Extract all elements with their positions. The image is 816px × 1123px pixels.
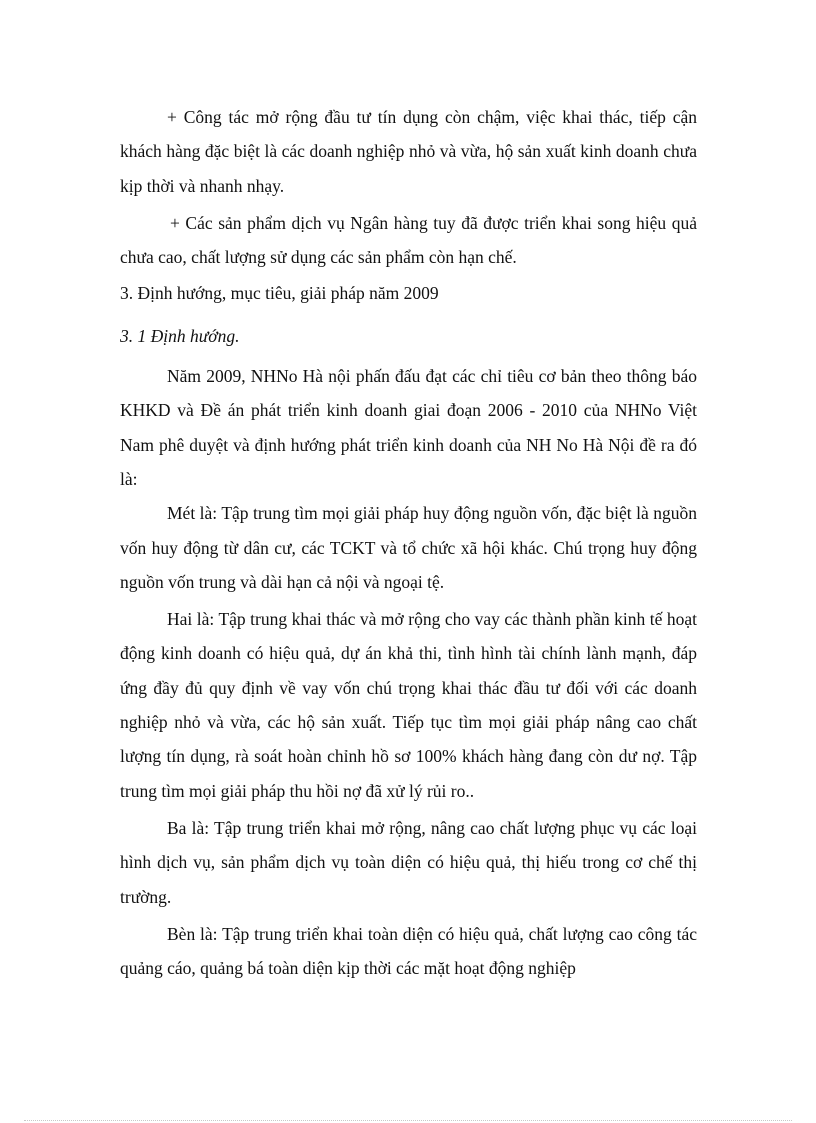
subsection-heading: 3. 1 Định hướng. xyxy=(120,325,240,346)
paragraph-credit-expansion: + Công tác mở rộng đầu tư tín dụng còn chậm, việc khai thác, tiếp cận khách hàng đặc biệt là các doanh nghiệp nhỏ và vừa, hộ sản xuất kinh doanh chưa kịp thời và nhanh nhạy. xyxy=(120,107,697,196)
section-heading: 3. Định hướng, mục tiêu, giải pháp năm 2009 xyxy=(120,283,439,304)
paragraph-point-three: Ba là: Tập trung triển khai mở rộng, nâng cao chất lượng phục vụ các loại hình dịch vụ, sản phẩm dịch vụ toàn diện có hiệu quả, thị hiếu trong cơ chế thị trường. xyxy=(120,817,697,907)
document-body xyxy=(120,100,697,985)
paragraph-banking-products: + Các sản phẩm dịch vụ Ngân hàng tuy đã được triển khai song hiệu quả chưa cao, chất lượng sử dụng các sản phẩm còn hạn chế. xyxy=(120,212,697,268)
paragraph-point-two: Hai là: Tập trung khai thác và mở rộng cho vay các thành phần kinh tế hoạt động kinh doanh có hiệu quả, dự án khả thi, tình hình tài chính lành mạnh, đáp ứng đầy đủ quy định về vay vốn chú trọng khai thác đầu tư đối với các doanh nghiệp nhỏ và vừa, các hộ sản xuất. Tiếp tục tìm mọi giải pháp nâng cao chất lượng tín dụng, rà soát hoàn chỉnh hồ sơ 100% khách hàng đang còn dư nợ. Tập trung tìm mọi giải pháp thu hồi nợ đã xử lý rủi ro.. xyxy=(120,609,697,801)
paragraph-point-one: Mét là: Tập trung tìm mọi giải pháp huy động nguồn vốn, đặc biệt là nguồn vốn huy động từ dân cư, các TCKT và tổ chức xã hội khác. Chú trọng huy động nguồn vốn trung và dài hạn cả nội và ngoại tệ. xyxy=(120,503,697,592)
paragraph-orientation-intro: Năm 2009, NHNo Hà nội phấn đấu đạt các chỉ tiêu cơ bản theo thông báo KHKD và Đề án phát triển kinh doanh giai đoạn 2006 - 2010 của NHNo Việt Nam phê duyệt và định hướng phát triển kinh doanh của NH No Hà Nội đề ra đó là: xyxy=(120,366,697,489)
page-footer-divider xyxy=(24,1120,792,1121)
paragraph-point-four: Bèn là: Tập trung triển khai toàn diện có hiệu quả, chất lượng cao công tác quảng cáo, quảng bá toàn diện kịp thời các mặt hoạt động nghiệp xyxy=(120,923,697,979)
